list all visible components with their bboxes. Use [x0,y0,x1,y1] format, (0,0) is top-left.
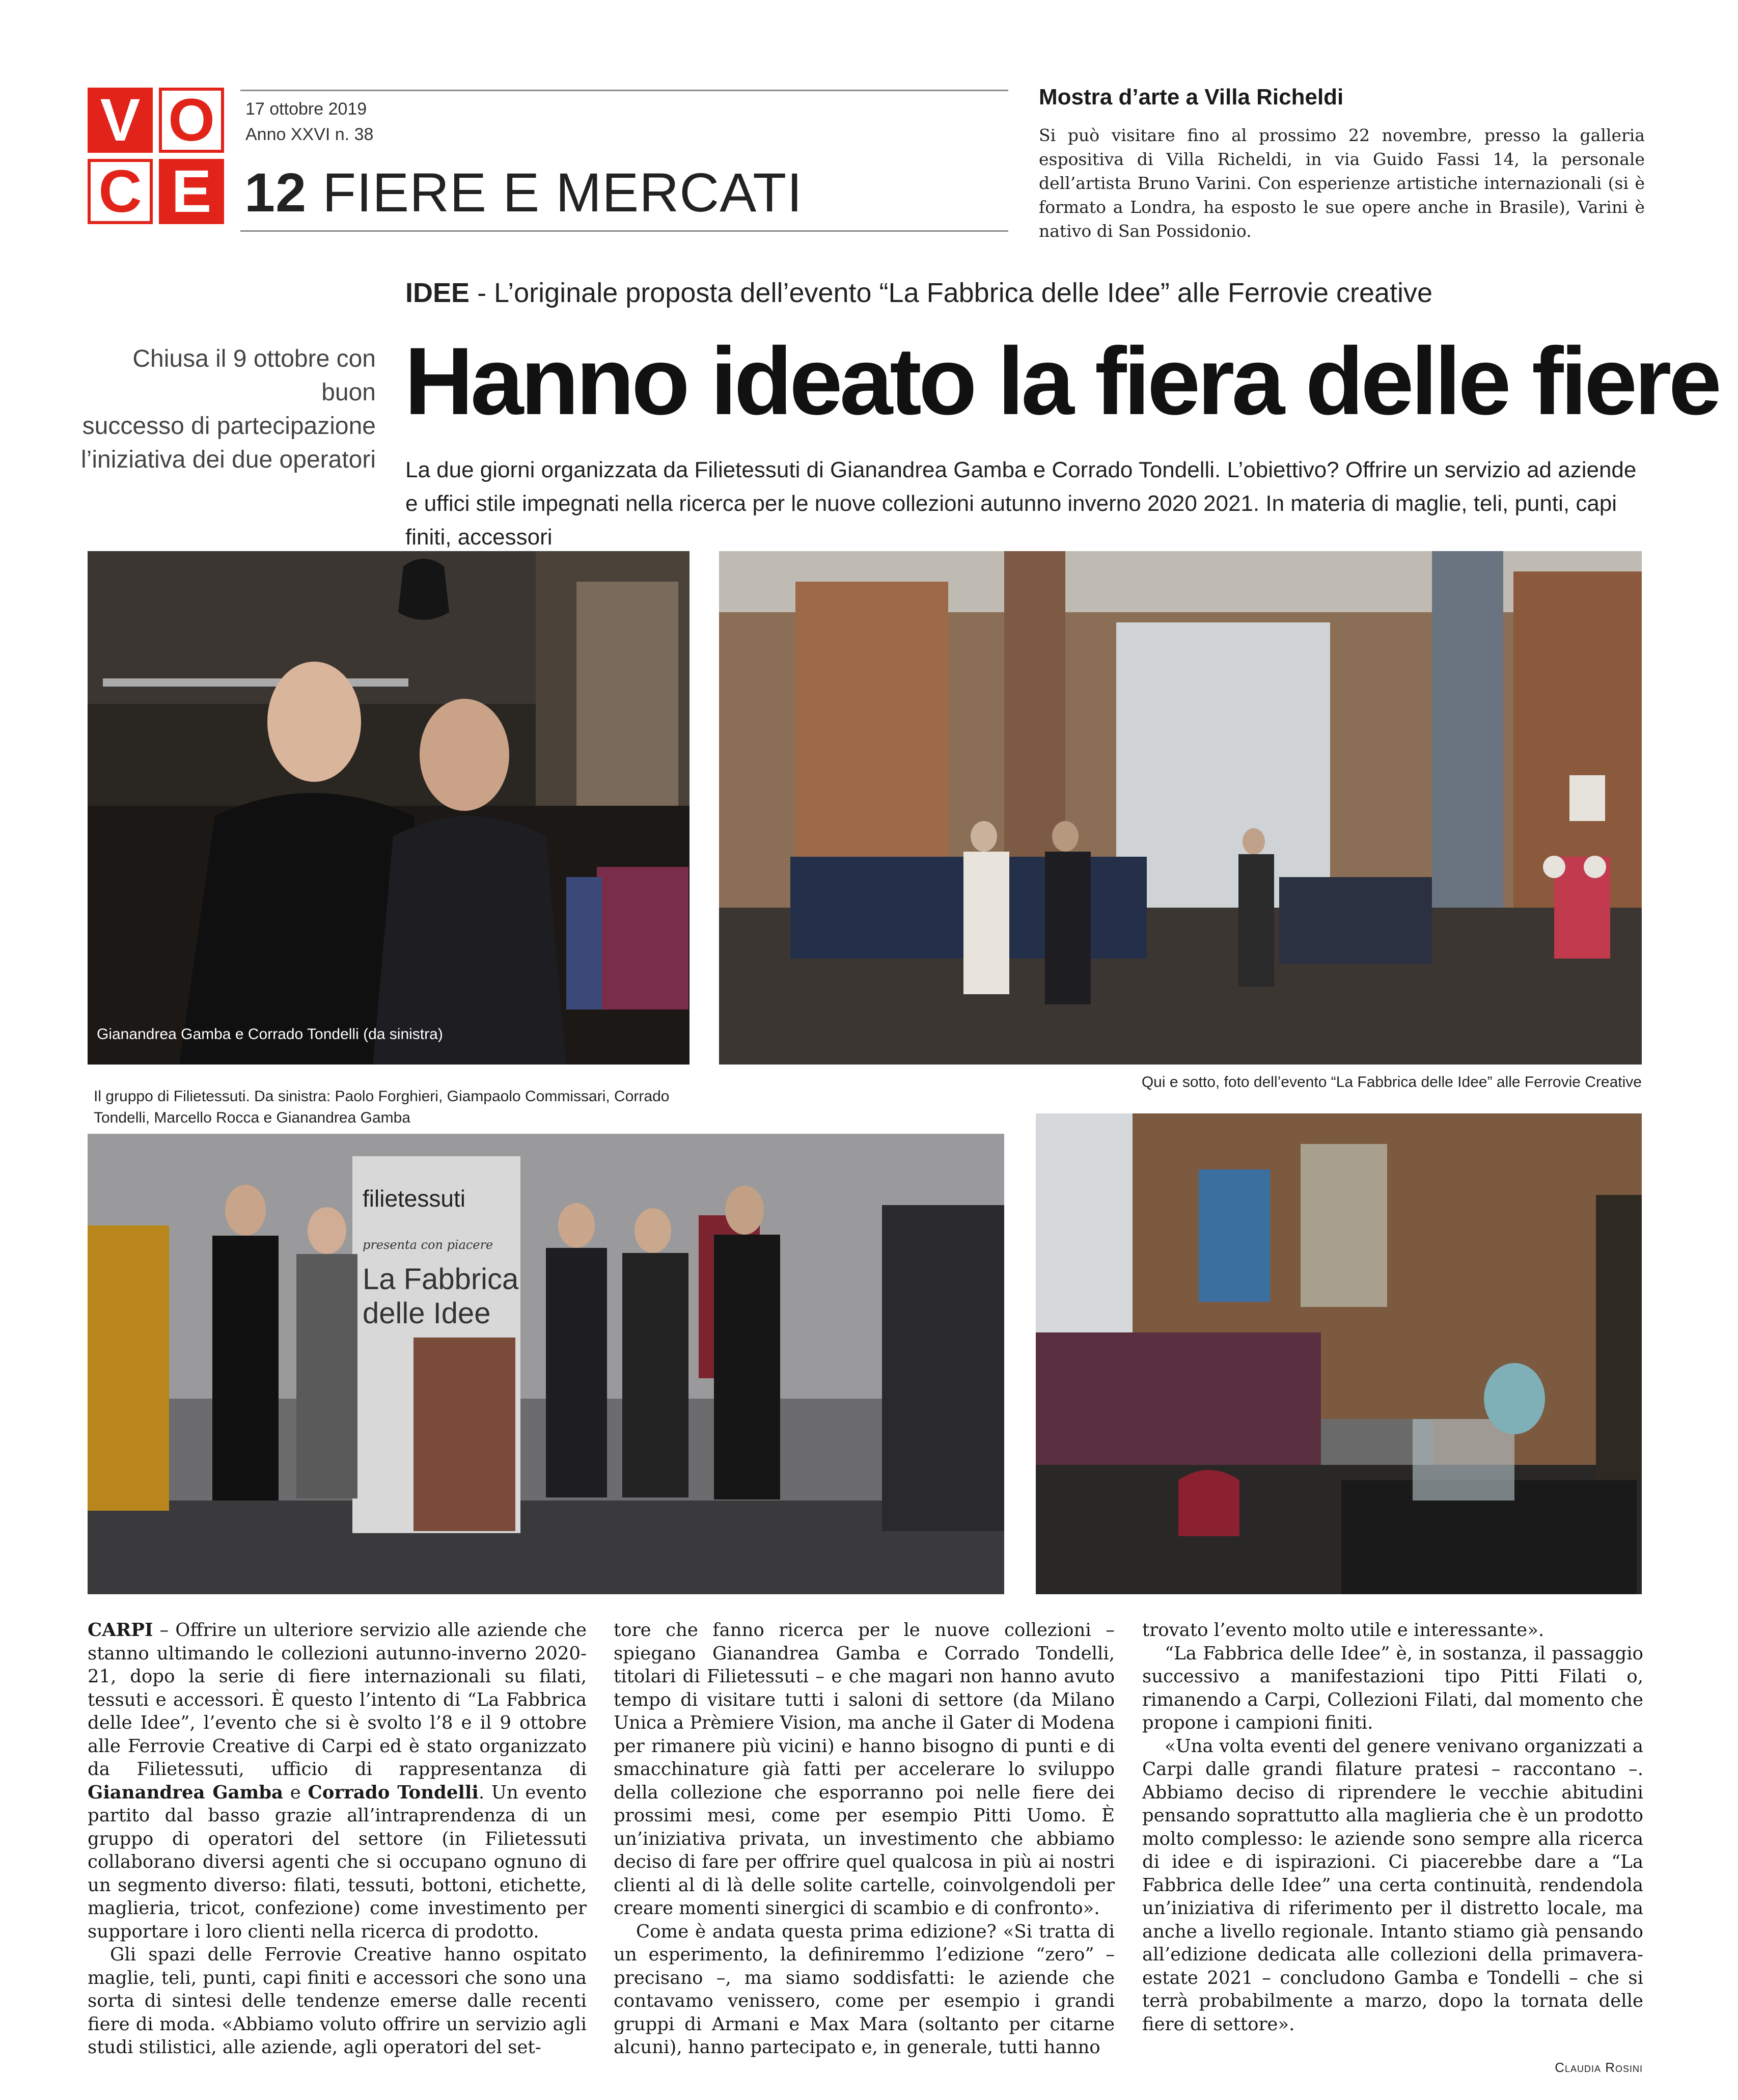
name-bold: Gianandrea Gamba [88,1782,284,1803]
dateline: CARPI [88,1620,153,1641]
logo-letter: V [88,88,153,153]
banner-title-line: delle Idee [363,1297,491,1330]
kicker [405,277,1432,309]
sidebar-title: Mostra d’arte a Villa Richeldi [1039,85,1344,110]
subhead-line: successo di partecipazione [82,413,376,440]
voce-logo [88,88,225,225]
paragraph: “La Fabbrica delle Idee” è, in sostanza, il passaggio successivo a manifestazioni tipo Pitti Filati o, rimanendo a Carpi, Collezioni Filati, dal momento che propone i campioni finiti. [1142,1643,1643,1733]
photo-gamba-tondelli [88,551,689,1065]
photo-gamba-tondelli-image [88,551,689,1065]
masthead-bottom-rule [240,230,1008,232]
section-header [244,162,803,223]
paragraph-text: – Offrire un ulteriore servizio alle aziende che stanno ultimando le collezioni autunno-inverno 2020-21, dopo la serie di fiere internazionali su filati, tessuti e accessori. È questo l’intento di “La Fabbrica delle Idee”, l’evento che si è svolto l’8 e il 9 ottobre alle Ferrovie Creative di Carpi ed è stato organizzato da Filietessuti, ufficio di rappresentanza di [88,1620,587,1780]
page-number: 12 [244,161,307,223]
kicker-tag: IDEE [405,278,470,308]
paragraph: «Una volta eventi del genere venivano organizzati a Carpi dalle grandi filature pratesi – raccontano –. Abbiamo deciso di riprendere le vecchie abitudini pensando soprattutto alla maglieria che è un prodotto molto complesso: le aziende sono sempre alla ricerca di idee e di ispirazioni. Ci piacerebbe dare a “La Fabbrica delle Idee” una certa continuità, rendendola un’iniziativa di riferimento per il distretto locale, ma anche a livello regionale. Intanto stiamo già pensando all’edizione dedicata alle collezioni della primavera-estate 2021 – concludono Gamba e Tondelli – che si terrà probabilmente a marzo, dopo la tornata delle fiere di settore». [1142,1735,1643,2035]
article-column-3 [1142,1619,1643,2036]
kicker-text: - L’originale proposta dell’evento “La Fabbrica delle Idee” alle Ferrovie creative [477,278,1433,308]
paragraph: Come è andata questa prima edizione? «Si tratta di un esperimento, la definiremmo l’edizione “zero” – precisano –, ma siamo soddisfatti: le aziende che contavamo venissero, come per esempio i grandi gruppi di Armani e Max Mara (soltanto per citarne alcuni), hanno partecipato e, in generale, tutti hanno [614,1921,1115,2058]
banner-title-line: La Fabbrica [363,1263,519,1296]
photo-event-space-image [719,551,1642,1065]
photo-filietessuti-group-image [88,1134,1004,1594]
issue-number: Anno XXVI n. 38 [245,125,374,144]
author-signature: Claudia Rosini [1555,2060,1643,2075]
photo-showroom-image [1036,1113,1642,1594]
article-column-2 [614,1619,1115,2059]
banner-script: presenta con piacere [363,1238,493,1252]
paragraph: trovato l’evento molto utile e interessante». [1142,1620,1544,1641]
section-name: FIERE E MERCATI [322,161,803,223]
paragraph-text: . Un evento partito dal basso grazie all’intraprendenza di un gruppo di operatori del settore (in Filietessuti collaborano diversi agenti che si occupano ognuno di un segmento diverso: filati, tessuti, bottoni, etichette, maglieria, tricot, confezione) come investimento per supportare i loro clienti nella ricerca di prodotto. [88,1782,587,1942]
article-column-1 [88,1619,587,2059]
photo-showroom [1036,1113,1642,1594]
photo3-caption: Il gruppo di Filietessuti. Da sinistra: Paolo Forghieri, Giampaolo Commissari, Corrado Tondelli, Marcello Rocca e Gianandrea Gamba [94,1088,670,1126]
photo-filietessuti-group [88,1134,1004,1594]
subhead-line: l’iniziativa dei due operatori [81,446,376,473]
paragraph: tore che fanno ricerca per le nuove collezioni – spiegano Gianandrea Gamba e Corrado Tondelli, titolari di Filietessuti – e che magari non hanno avuto tempo di visitare tutti i saloni di settore (da Milano Unica a Prèmiere Vision, ma anche il Gater di Modena per rimanere più vicini) e hanno bisogno di punti e di smacchinature già fatti per accelerare lo sviluppo della collezione che esporranno poi nelle fiere dei prossimi mesi, come per esempio Pitti Uomo. È un’iniziativa privata, un investimento che abbiamo deciso di fare per offrire quel qualcosa in più ai nostri clienti al di là delle solite cartelle, coinvolgendoli per creare momenti sinergici di scambio e di confronto». [614,1620,1115,1919]
logo-letter: C [88,159,153,224]
logo-letter: O [159,88,224,153]
article-standfirst: La due giorni organizzata da Filietessuti di Gianandrea Gamba e Corrado Tondelli. L’obiettivo? Offrire un servizio ad aziende e uffici stile impegnati nella ricerca per le nuove collezioni autunno inverno 2020 2021. In materia di maglie, teli, punti, capi finiti, accessori [405,457,1637,550]
article-headline: Hanno ideato la fiera delle fiere [404,328,1719,434]
paragraph-text: e [283,1782,308,1803]
photo2-caption: Qui e sotto, foto dell’evento “La Fabbrica delle Idee” alle Ferrovie Creative [1141,1074,1642,1090]
masthead-top-rule [240,90,1008,91]
logo-letter: E [159,159,224,224]
name-bold: Corrado Tondelli [308,1782,479,1803]
banner-brand: filietessuti [363,1185,465,1212]
photo1-caption: Gianandrea Gamba e Corrado Tondelli (da sinistra) [97,1026,443,1043]
sidebar-body: Si può visitare fino al prossimo 22 novembre, presso la galleria espositiva di Villa Richeldi, in via Guido Fassi 14, la personale dell’artista Bruno Varini. Con esperienze artistiche internazionali (si è formato a Londra, ha esposto le sue opere anche in Brasile), Varini è nativo di San Possidonio. [1039,125,1645,241]
article-subhead [76,342,376,477]
paragraph: Gli spazi delle Ferrovie Creative hanno ospitato maglie, teli, punti, capi finiti e accessori che sono una sorta di sintesi delle tendenze emerse dalle recenti fiere di moda. «Abbiamo voluto offrire un servizio agli studi stilistici, alle aziende, agli operatori del set- [88,1944,587,2058]
event-banner [363,1185,519,1330]
photo-event-space [719,551,1642,1065]
subhead-line: Chiusa il 9 ottobre con buon [132,345,376,406]
issue-date: 17 ottobre 2019 [245,99,367,119]
